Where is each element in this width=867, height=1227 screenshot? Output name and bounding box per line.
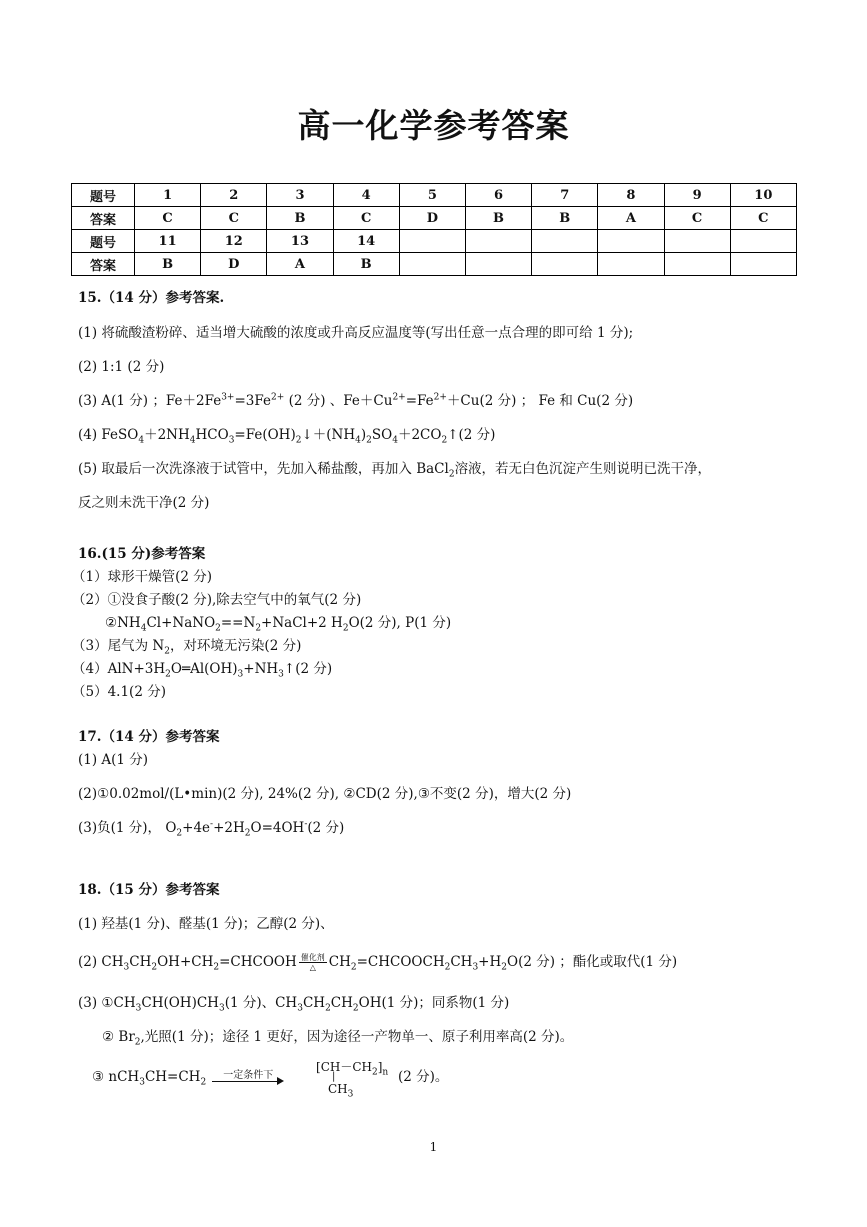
q18-line-5-score: (2 分)。 <box>398 1069 449 1085</box>
table-cell: 4 <box>333 184 399 207</box>
q15-line-2: (2) 1:1 (2 分) <box>78 359 165 375</box>
q18-line-4: ② $Br_2$,光照(1 分)；途径 1 更好，因为途径一产物单一、原子利用率高(2 分)。 <box>102 1029 574 1048</box>
table-row <box>72 253 797 276</box>
table-cell: 6 <box>465 184 531 207</box>
table-cell <box>664 253 730 276</box>
reaction-arrow: 一定条件下 <box>212 1071 284 1085</box>
q16-line-4: （3）尾气为 $N_2$，对环境无污染(2 分) <box>72 638 302 657</box>
table-cell: 9 <box>664 184 730 207</box>
table-cell <box>730 230 796 253</box>
q15-heading: 15.（14 分）参考答案. <box>78 290 225 306</box>
table-cell <box>399 230 465 253</box>
table-cell: 10 <box>730 184 796 207</box>
table-cell: 8 <box>598 184 664 207</box>
table-row <box>72 230 797 253</box>
table-cell <box>664 230 730 253</box>
table-cell: D <box>201 253 267 276</box>
table-cell: 1 <box>135 184 201 207</box>
page-number: 1 <box>429 1140 438 1154</box>
table-cell <box>465 230 531 253</box>
table-cell: 3 <box>267 184 333 207</box>
table-cell: 2 <box>201 184 267 207</box>
table-cell: 7 <box>532 184 598 207</box>
table-cell <box>598 253 664 276</box>
page-title: 高一化学参考答案 <box>297 106 570 145</box>
q16-line-1: （1）球形干燥管(2 分) <box>72 569 213 585</box>
table-row-header: 题号 <box>72 184 135 207</box>
q18-line-1: (1) 羟基(1 分)、醛基(1 分)；乙醇(2 分)、 <box>78 916 334 932</box>
table-cell: 11 <box>135 230 201 253</box>
table-cell: B <box>532 207 598 230</box>
table-cell <box>598 230 664 253</box>
table-cell: 14 <box>333 230 399 253</box>
q15-line-1: (1) 将硫酸渣粉碎、适当增大硫酸的浓度或升高反应温度等(写出任意一点合理的即可给 1 分); <box>78 325 634 341</box>
table-cell <box>730 253 796 276</box>
table-cell <box>399 253 465 276</box>
table-cell: C <box>333 207 399 230</box>
catalyst-condition: $\frac{\text{催化剂}}{\triangle}$ <box>300 953 325 972</box>
table-cell: A <box>598 207 664 230</box>
table-row-header: 答案 <box>72 253 135 276</box>
q17-line-3: (3)负(1 分)， $O_2+4e^-+2H_2O=4OH^-(2$ 分) <box>78 819 345 839</box>
q18-heading: 18.（15 分）参考答案 <box>78 882 220 898</box>
q15-line-5: (5) 取最后一次洗涤液于试管中，先加入稀盐酸，再加入 BaCl$_2$溶液，若无白色沉淀产生则说明已洗干净， <box>78 461 712 480</box>
q16-heading: 16.(15 分)参考答案 <box>78 546 206 562</box>
table-cell: C <box>201 207 267 230</box>
table-row <box>72 184 797 207</box>
table-cell: C <box>664 207 730 230</box>
q17-heading: 17.（14 分）参考答案 <box>78 729 220 745</box>
table-row-header: 题号 <box>72 230 135 253</box>
q16-line-6: （5）4.1(2 分) <box>72 684 166 700</box>
q16-line-2: （2）①没食子酸(2 分),除去空气中的氧气(2 分) <box>72 592 362 608</box>
q18-line-2: (2) $CH_3CH_2OH+CH_2=CHCOOH$ $\frac{\text{催化剂}}{\triangle}$ $CH_2=CHCOOCH_2CH_3+H_2O(2$ 分) ；酯化或取代(1 分) <box>78 953 678 973</box>
table-cell: 13 <box>267 230 333 253</box>
q15-line-4: (4) $FeSO_4+2NH_4HCO_3=Fe(OH)_2↓+(NH_4)_2SO_4+2CO_2↑(2$ 分) <box>78 427 496 446</box>
table-cell <box>532 253 598 276</box>
answer-table <box>71 183 797 276</box>
table-row-header: 答案 <box>72 207 135 230</box>
table-cell: C <box>135 207 201 230</box>
q16-line-5: $(4)AlN+3H_2O═Al(OH)_3+NH_3↑(2$ 分) <box>72 661 333 680</box>
table-cell: B <box>465 207 531 230</box>
q17-line-1: (1) A(1 分) <box>78 752 149 768</box>
table-cell: B <box>333 253 399 276</box>
q15-line-5b: 反之则未洗干净(2 分) <box>78 495 210 511</box>
polypropylene-structure: $[CH-CH_2]_n$ | $CH_3$ <box>316 1060 389 1100</box>
table-cell: B <box>135 253 201 276</box>
table-cell: B <box>267 207 333 230</box>
q15-line-3: (3) A(1 分) ；$Fe+2Fe^{3+}=3Fe^{2+}$ (2 分) 、$Fe+Cu^{2+}=Fe^{2+}+Cu(2$ 分) ； Fe 和 Cu(2 分) <box>78 392 634 409</box>
table-cell <box>465 253 531 276</box>
table-cell: A <box>267 253 333 276</box>
table-cell <box>532 230 598 253</box>
q17-line-2: (2)①0.02mol/(L•min)(2 分), 24%(2 分), ②CD(2 分),③不变(2 分)，增大(2 分) <box>78 786 572 802</box>
table-cell: 12 <box>201 230 267 253</box>
q16-line-3: $②NH_4Cl+NaNO_2==N_2+NaCl+2$ $H_2O(2$ 分), P(1 分) <box>105 615 452 634</box>
table-cell: 5 <box>399 184 465 207</box>
table-cell: C <box>730 207 796 230</box>
q18-line-5: ③ $nCH_3CH=CH_2$ 一定条件下 <box>92 1068 290 1086</box>
table-cell: D <box>399 207 465 230</box>
table-row <box>72 207 797 230</box>
q18-line-3: (3) $①CH_3CH(OH)CH_3(1$ 分)、$CH_3CH_2CH_2OH(1$ 分)；同系物(1 分) <box>78 995 510 1014</box>
